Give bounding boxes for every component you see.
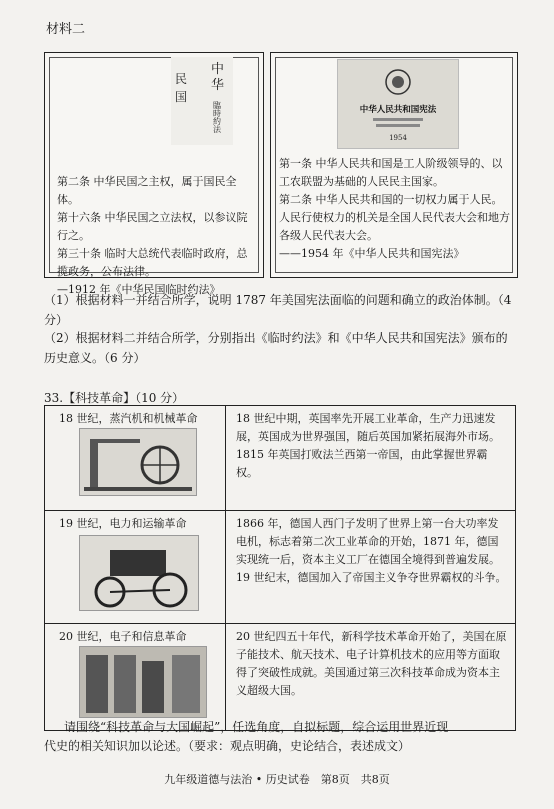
question-1: （1）根据材料一并结合所学，说明 1787 年美国宪法面临的问题和确立的政治体制。（4 分） xyxy=(44,293,512,327)
table-row xyxy=(45,406,516,511)
section-title: 材料二 xyxy=(46,22,86,37)
material-box-1954 xyxy=(270,52,518,278)
source-line: —1912 年《中华民国临时约法》 xyxy=(57,283,221,296)
material-box-1912 xyxy=(44,52,264,296)
cover-year: 1954 xyxy=(389,134,407,142)
row-text: 18 世纪中期，英国率先开展工业革命，生产力迅速发展，英国成为世界强国，随后英国加紧拓展海外市场。1815 年英国打败法兰西第一帝国，由此掌握世界霸权。 xyxy=(226,406,516,511)
article-line: 第二条 中华人民共和国的一切权力属于人民。人民行使权力的机关是全国人民代表大会和地方各级人民代表大会。 xyxy=(279,193,510,242)
article-line: 第十六条 中华民国之立法权，以参议院行之。 xyxy=(57,211,248,242)
row-caption: 19 世纪，电力和运输革命 xyxy=(59,517,187,530)
cover-title: 中华人民共和国宪法 xyxy=(359,105,437,115)
material-1954-text xyxy=(279,155,511,263)
article-line: 第二条 中华民国之主权，属于国民全体。 xyxy=(57,175,237,206)
material-1912-text xyxy=(57,173,251,299)
early-automobile-image xyxy=(79,535,199,611)
source-line: ——1954 年《中华人民共和国宪法》 xyxy=(279,247,465,260)
article-line: 第一条 中华人民共和国是工人阶级领导的、以工农联盟为基础的人民民主国家。 xyxy=(279,157,503,188)
article-line: 第三十条 临时大总统代表临时政府，总揽政务，公布法律。 xyxy=(57,247,248,278)
cover-char-2: 华 xyxy=(211,78,225,93)
steam-engine-image xyxy=(79,428,197,496)
row-caption: 18 世纪，蒸汽机和机械革命 xyxy=(59,412,198,425)
image-cell xyxy=(45,624,226,731)
section-33-title: 33.【科技革命】（10 分） xyxy=(44,391,185,405)
cover-char-4: 国 xyxy=(175,90,188,104)
cover-subtitle: 臨時約法 xyxy=(212,101,222,133)
row-caption: 20 世纪，电子和信息革命 xyxy=(59,630,187,643)
question-2: （2）根据材料二并结合所学，分别指出《临时约法》和《中华人民共和国宪法》颁布的历史意义。（6 分） xyxy=(44,331,508,365)
essay-prompt-cont: 代史的相关知识加以论述。（要求：观点明确，史论结合，表述成文） xyxy=(44,739,411,753)
image-cell xyxy=(45,406,226,511)
cover-char-1: 中 xyxy=(211,62,225,77)
tech-revolution-table xyxy=(44,405,516,731)
page-footer: 九年级道德与法治 • 历史试卷 第8页 共8页 xyxy=(164,773,390,786)
row-text: 1866 年，德国人西门子发明了世界上第一台大功率发电机，标志着第二次工业革命的开始，1871 年，德国实现统一后，资本主义工厂在德国全境得到普遍发展。19 世纪末，德国加入了帝国主义争夺世界霸权的斗争。 xyxy=(226,511,516,624)
computer-room-image xyxy=(79,646,207,718)
cover-char-3: 民 xyxy=(175,72,188,86)
table-row xyxy=(45,511,516,624)
essay-prompt: 请围绕“科技革命与大国崛起”，任选角度，自拟标题，综合运用世界近现 xyxy=(64,720,449,734)
constitution-cover-image xyxy=(337,59,459,149)
document-cover-image xyxy=(171,57,233,145)
table-row xyxy=(45,624,516,731)
row-text: 20 世纪四五十年代，新科学技术革命开始了，美国在原子能技术、航天技术、电子计算机技术的应用等方面取得了突破性成就。美国通过第三次科技革命成为资本主义超级大国。 xyxy=(226,624,516,731)
image-cell xyxy=(45,511,226,624)
